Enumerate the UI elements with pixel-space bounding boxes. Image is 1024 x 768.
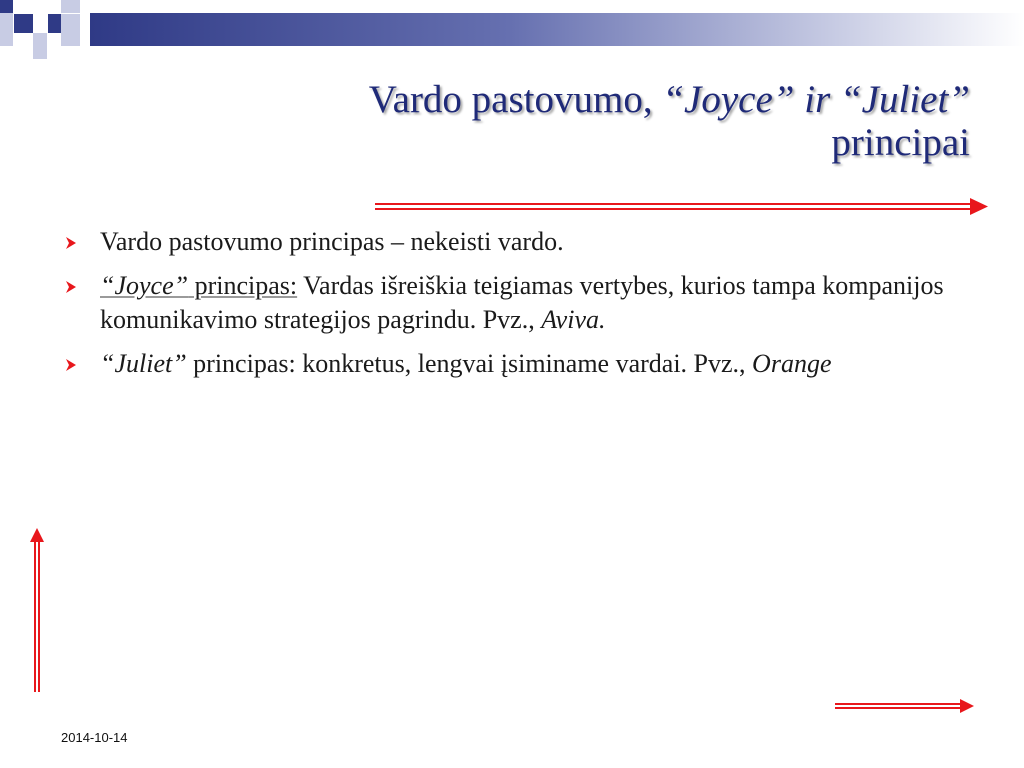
bullet-lead-italic: “Juliet” <box>100 349 187 378</box>
bullet-lead <box>100 271 297 300</box>
small-right-arrow-icon <box>832 697 977 717</box>
bullet-text: Vardo pastovumo principas – nekeisti vardo. <box>100 227 564 256</box>
title-line-2: principai <box>831 121 970 164</box>
arrow-bullet-icon <box>64 357 78 373</box>
list-item <box>64 269 964 337</box>
list-item <box>64 225 964 259</box>
title-text: Vardo pastovumo, <box>368 78 663 121</box>
title-line-1 <box>90 78 970 121</box>
arrow-bullet-icon <box>64 235 78 251</box>
title-italic-text: “Joyce” ir “Juliet” <box>662 78 970 121</box>
arrow-bullet-icon <box>64 279 78 295</box>
bullet-text: principas: konkretus, lengvai įsiminame vardai. Pvz., <box>186 349 753 378</box>
slide-date: 2014-10-14 <box>61 730 128 745</box>
header-gradient-bar <box>90 13 1024 46</box>
bullet-text: Vardas išreiškia teigiamas vertybes, kurios tampa kompanijos komunikavimo strategijos pagrindu. Pvz., <box>100 271 944 334</box>
bullet-example-italic: Aviva. <box>541 305 606 334</box>
bullet-lead-italic: “Joyce” <box>100 271 189 300</box>
vertical-arrow-icon <box>26 528 48 694</box>
bullet-lead-rest: principas: <box>188 271 298 300</box>
list-item <box>64 347 964 381</box>
bullet-list <box>64 225 964 391</box>
title-underline-arrow-icon <box>372 195 992 219</box>
bullet-example-italic: Orange <box>752 349 832 378</box>
slide-title <box>90 78 970 164</box>
